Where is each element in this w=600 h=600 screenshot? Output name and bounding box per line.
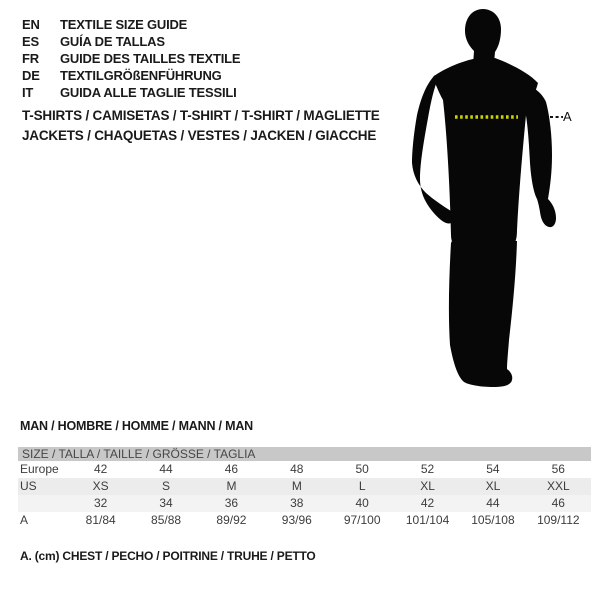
- language-code: DE: [22, 68, 40, 83]
- size-cell: 46: [551, 496, 565, 510]
- man-silhouette: [412, 9, 556, 387]
- language-label: GUIDA ALLE TAGLIE TESSILI: [60, 85, 237, 100]
- language-row: [22, 50, 240, 67]
- language-label: TEXTILE SIZE GUIDE: [60, 17, 188, 32]
- language-row: [22, 33, 240, 50]
- size-cell: M: [291, 479, 302, 493]
- category-line-tshirts: T-SHIRTS / CAMISETAS / T-SHIRT / T-SHIRT / MAGLIETTE: [22, 108, 380, 123]
- size-cell: 46: [224, 462, 239, 476]
- language-code: FR: [22, 51, 39, 66]
- size-table: [18, 447, 591, 529]
- size-cell: 48: [290, 462, 304, 476]
- size-cell: S: [162, 479, 171, 493]
- language-list: [22, 16, 240, 101]
- size-cell: 36: [224, 496, 239, 510]
- language-code: IT: [22, 85, 34, 100]
- table-row-unlabeled: [18, 495, 591, 512]
- size-cell: L: [358, 479, 366, 493]
- language-row: [22, 67, 240, 84]
- size-cell: 85/88: [151, 513, 182, 527]
- measure-footnote: A. (cm) CHEST / PECHO / POITRINE / TRUHE / PETTO: [20, 549, 316, 563]
- language-code: ES: [22, 34, 39, 49]
- category-line-jackets: JACKETS / CHAQUETAS / VESTES / JACKEN / GIACCHE: [22, 128, 377, 143]
- size-cell: 32: [94, 496, 108, 510]
- category-lines: [22, 106, 380, 146]
- language-label: GUIDE DES TAILLES TEXTILE: [60, 51, 241, 66]
- size-cell: 42: [94, 462, 108, 476]
- size-cell: 89/92: [216, 513, 247, 527]
- measure-label-a: A: [563, 109, 572, 124]
- size-cell: 109/112: [537, 513, 580, 527]
- size-cell: 34: [159, 496, 173, 510]
- size-cell: XL: [485, 479, 501, 493]
- size-cell: 44: [159, 462, 173, 476]
- size-cell: 97/100: [343, 513, 381, 527]
- size-cell: 93/96: [281, 513, 312, 527]
- table-row-chest-a: [18, 512, 591, 529]
- row-label: US: [20, 479, 37, 493]
- size-cell: XL: [420, 479, 435, 493]
- size-cell: M: [226, 479, 237, 493]
- size-cell: 101/104: [405, 513, 450, 527]
- size-cell: 54: [486, 462, 500, 476]
- language-label: GUÍA DE TALLAS: [60, 34, 165, 49]
- size-cell: XS: [92, 479, 109, 493]
- language-row: [22, 16, 240, 33]
- size-cell: 105/108: [471, 513, 515, 527]
- language-row: [22, 84, 240, 101]
- size-cell: 42: [420, 496, 435, 510]
- size-cell: 44: [486, 496, 500, 510]
- table-row-europe: [18, 461, 591, 478]
- row-label: [18, 495, 68, 512]
- size-cell: 56: [551, 462, 565, 476]
- size-cell: 50: [355, 462, 369, 476]
- size-cell: XXL: [546, 479, 570, 493]
- size-cell: 81/84: [85, 513, 116, 527]
- man-silhouette-figure: [405, 5, 580, 390]
- language-label: TEXTILGRÖßENFÜHRUNG: [60, 68, 222, 83]
- row-label: Europe: [20, 462, 59, 476]
- row-label: A: [20, 513, 29, 527]
- size-table-header: SIZE / TALLA / TAILLE / GRÖSSE / TAGLIA: [18, 447, 591, 461]
- language-code: EN: [22, 17, 40, 32]
- table-row-us: [18, 478, 591, 495]
- section-heading-man: MAN / HOMBRE / HOMME / MANN / MAN: [20, 419, 253, 433]
- size-cell: 40: [355, 496, 369, 510]
- size-cell: 52: [420, 462, 435, 476]
- size-cell: 38: [290, 496, 304, 510]
